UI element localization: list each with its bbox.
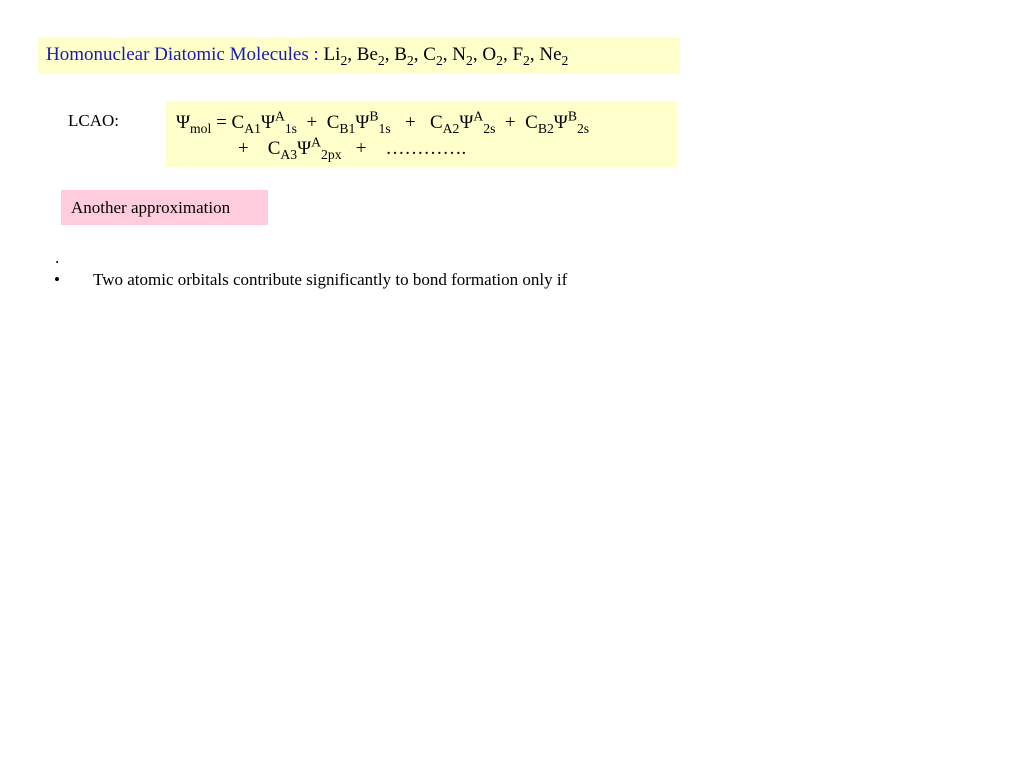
term-b1: $C_{B1}\Psi^B_{1s}$ + <box>326 108 430 136</box>
formula-ellipsis: + …………. <box>341 138 467 159</box>
psi-mol: $\Psi_{mol}$ <box>176 112 212 136</box>
molecule-o2: $O_2$, <box>482 44 513 68</box>
approximation-label: Another approximation <box>61 190 268 225</box>
lcao-formula <box>166 101 677 167</box>
term-b2: $C_{B2}\Psi^B_{2s}$ <box>525 108 590 136</box>
molecule-f2: $F_2$, <box>512 44 540 68</box>
molecule-be2: $Be_2$, <box>356 44 395 68</box>
term-a3: $C_{A3}\Psi^A_{2px}$ <box>267 134 342 162</box>
bullet-item <box>54 270 567 290</box>
formula-line-2: + $C_{A3}\Psi^A_{2px}$ + …………. <box>238 134 467 162</box>
molecule-n2: $N_2$, <box>452 44 483 68</box>
bullet-mark: • <box>54 270 60 289</box>
molecule-ne2: $Ne_2$ <box>539 44 569 68</box>
term-a1: $C_{A1}\Psi^A_{1s}$ + <box>231 108 327 136</box>
stray-period: . <box>55 248 60 267</box>
molecule-b2: $B_2$, <box>394 44 424 68</box>
molecule-li2: $Li_2$, <box>323 44 357 68</box>
lcao-label: LCAO: <box>68 111 119 130</box>
formula-line-1: $\Psi_{mol} = C_{A1}\Psi^A_{1s} + C_{B1}\Psi^B_{1s} + C_{A2}\Psi^A_{2s} + C_{B2}\Psi^B_{2s}$ <box>176 108 590 136</box>
bullet-text: Two atomic orbitals contribute significantly to bond formation only if <box>93 270 568 289</box>
title-banner <box>38 37 680 74</box>
molecule-list <box>323 44 569 68</box>
molecule-c2: $C_2$, <box>423 44 453 68</box>
title-label: Homonuclear Diatomic Molecules : <box>46 44 324 65</box>
term-a2: $C_{A2}\Psi^A_{2s}$ + <box>429 108 526 136</box>
